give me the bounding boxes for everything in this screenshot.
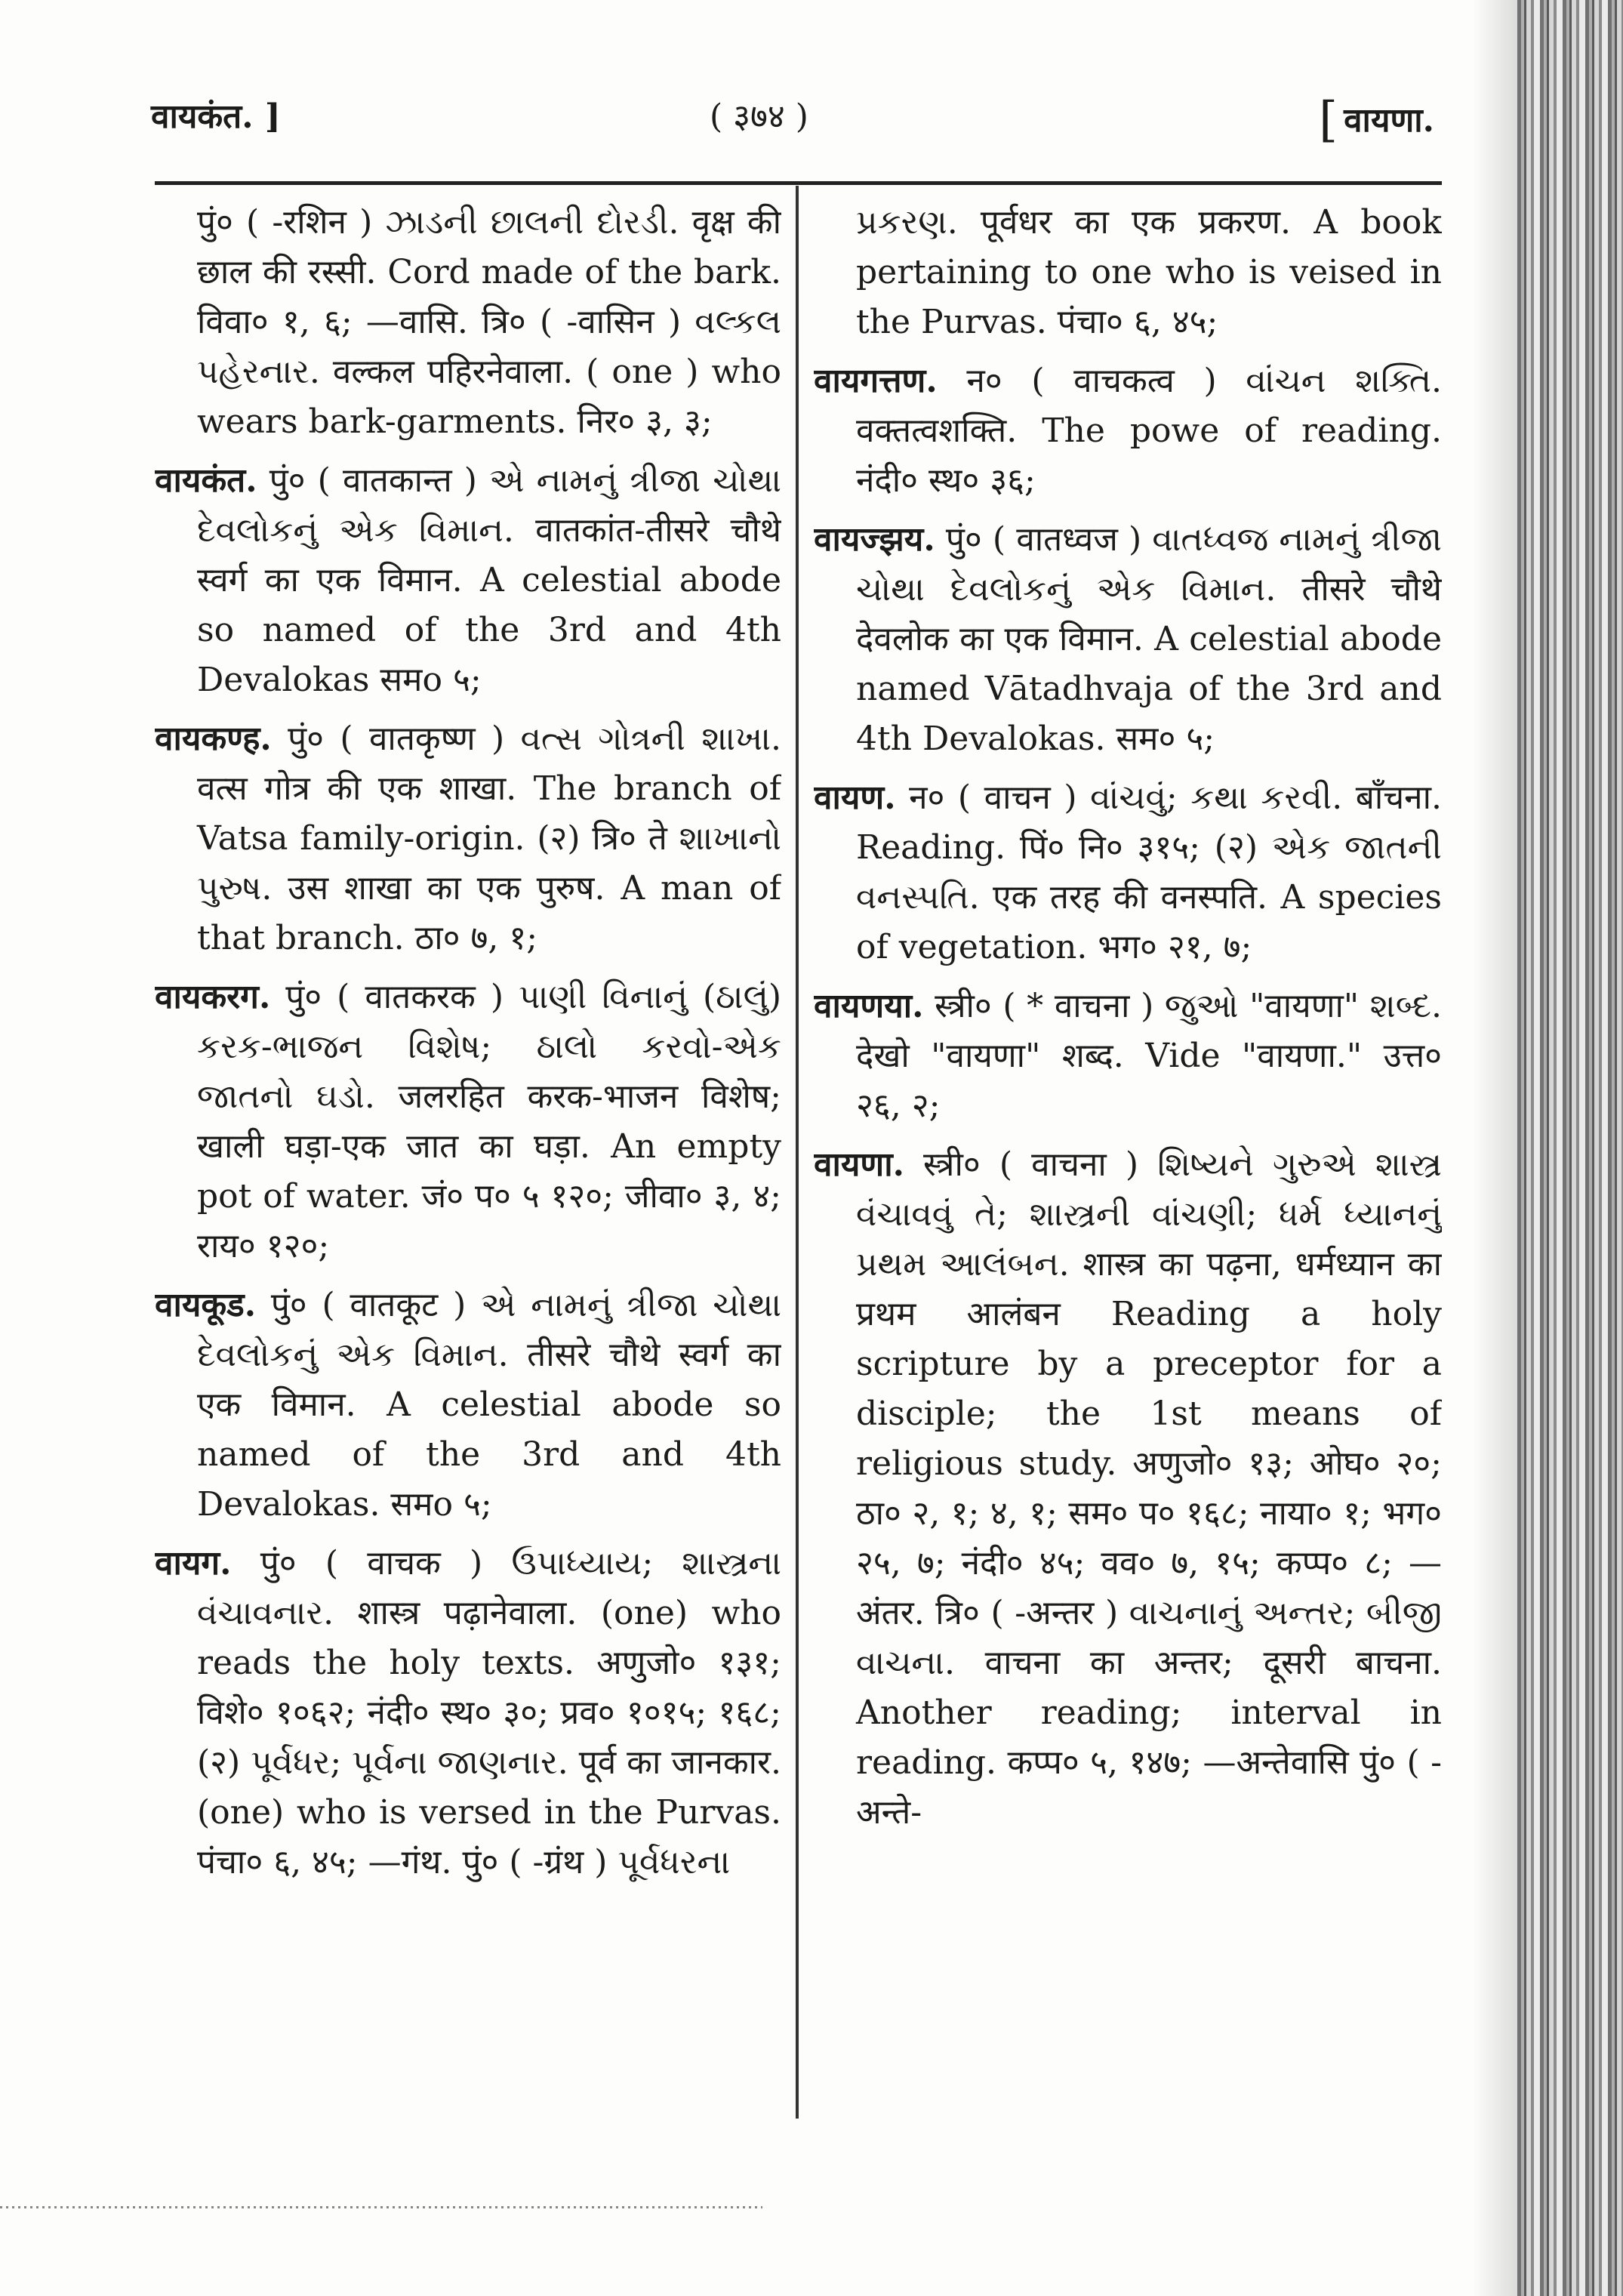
dictionary-entry — [155, 1539, 781, 1888]
dictionary-entry — [814, 1140, 1442, 1838]
header-right-guideword — [1319, 92, 1434, 148]
dictionary-entry — [155, 972, 781, 1271]
header-rule — [155, 181, 1442, 185]
dictionary-entry — [814, 773, 1442, 972]
entry-headword: वायणया. — [814, 987, 924, 1025]
entry-text: पुं० ( वाचक ) ઉપાધ્યાય; શાસ્ત્રના વંચાવનાર. शास्त्र पढ़ानेवाला. (one) who reads the holy texts. अणुजो० १३१; विशे० १०६२; नंदी० स्थ० ३०; प्रव० १०१५; १६८; (२) પૂર્વધર; પૂર્વના જાણનાર. पूर्व का जानकार. (one) who is versed in the Purvas. पंचा० ६, ४५; —गंथ. पुं० ( -ग्रंथ ) પૂર્વધરના — [197, 1544, 781, 1881]
entry-headword: वायगत्तण. — [814, 362, 938, 400]
dictionary-entry — [155, 198, 781, 447]
entry-text: पुं० ( वातकृष्ण ) વત્સ ગોત્રની શાખા. वत्स गोत्र की एक शाखा. The branch of Vatsa family-origin. (२) त्रि० ते શાખાનો પુરુષ. उस शाखा का एक पुरुष. A man of that branch. ठा० ७, १; — [197, 720, 781, 957]
dictionary-entry — [155, 456, 781, 705]
page-bottom-speckle — [0, 2206, 762, 2208]
entry-text: पुं० ( वातध्वज ) વાતધ્વજ નામનું ત્રીજા ચોથા દેવલોકનું એક વિમાન. तीसरे चौथे देवलोक का एक विमान. A celestial abode named Vātadhvaja of the 3rd and 4th Devalokas. सम० ५; — [856, 520, 1442, 758]
entry-text: पुं० ( वातकूट ) એ નામનું ત્રીજા ચોથા દેવલોકનું એક વિમાન. तीसरे चौथे स्वर्ग का एक विमान. A celestial abode so named of the 3rd and 4th Devalokas. समo ५; — [197, 1286, 781, 1524]
dictionary-entry — [814, 982, 1442, 1131]
column-divider — [796, 186, 799, 2119]
entry-text: પ્રકરણ. पूर्वधर का एक प्रकरण. A book pertaining to one who is veised in the Purvas. पंचा० ६, ४५; — [856, 203, 1442, 341]
header-left-guideword: वायकंत. ] — [151, 97, 281, 136]
left-column — [155, 198, 781, 2131]
entry-text: पुं० ( वातकान्त ) એ નામનું ત્રીજા ચોથા દેવલોકનું એક વિમાન. वातकांत-तीसरे चौथे स्वर्ग का एक विमान. A celestial abode so named of the 3rd and 4th Devalokas समo ५; — [197, 461, 781, 699]
dictionary-entry — [814, 356, 1442, 506]
dictionary-entry — [814, 198, 1442, 347]
entry-text: स्त्री० ( वाचना ) શિષ્યને ગુરુએ શાસ્ત્ર વંચાવવું તે; શાસ્ત્રની વાંચણી; ધર્મ ધ્યાનનું પ્રથમ આલંબન. शास्त्र का पढ़ना, धर्मध्यान का प्रथम आलंबन Reading a holy scripture by a preceptor for a disciple; the 1st means of religious study. अणुजो० १३; ओघ० २०; ठा० २, १; ४, १; सम० प० १६८; नाया० १; भग० २५, ७; नंदी० ४५; वव० ७, १५; कप्प० ८; —अंतर. त्रि० ( -अन्तर ) વાચનાનું અન્તર; બીજી વાચના. वाचना का अन्तर; दूसरी बाचना. Another reading; interval in reading. कप्प० ५, १४७; —अन्तेवासि पुं० ( -अन्ते- — [856, 1145, 1442, 1832]
entry-text: न० ( वाचकत्व ) વાંચન શક્તિ. वक्तत्वशक्ति. The powe of reading. नंदी० स्थ० ३६; — [856, 362, 1442, 500]
entry-text: स्त्री० ( * वाचना ) જુઓ "वायणा" શબ્દ. देखो "वायणा" शब्द. Vide "वायणा." उत्त० २६, २; — [856, 987, 1442, 1125]
entry-headword: वायग. — [155, 1544, 232, 1583]
entry-headword: वायकूड. — [155, 1286, 257, 1324]
entry-headword: वायकंत. — [155, 461, 257, 500]
entry-text: न० ( वाचन ) વાંચવું; કથા કરવી. बाँचना. Reading. पिं० नि० ३१५; (२) એક જાતની વનસ્પતિ. एक तरह की वनस्पति. A species of vegetation. भग० २१, ७; — [856, 778, 1442, 966]
page-number: ( ३७४ ) — [710, 97, 808, 136]
book-spine-shadow — [1517, 0, 1623, 2296]
entry-headword: वायण. — [814, 778, 896, 817]
entry-text: पुं० ( वातकरक ) પાણી વિનાનું (ઠાલું) કરક-ભાજન વિશેષ; ઠાલો કરવો-એક જાતનો ઘડો. जलरहित करक-भाजन विशेष; खाली घड़ा-एक जात का घड़ा. An empty pot of water. जं० प० ५ १२०; जीवा० ३, ४; राय० १२०; — [197, 978, 781, 1265]
entry-headword: वायणा. — [814, 1145, 904, 1184]
right-column — [814, 198, 1442, 2131]
page-header — [151, 85, 1434, 148]
page-edge-shade — [1472, 0, 1517, 2296]
entry-headword: वायज्झय. — [814, 520, 935, 559]
header-bracket: [ — [1319, 92, 1338, 148]
entry-headword: वायकण्ह. — [155, 720, 272, 758]
dictionary-entry — [155, 714, 781, 963]
header-right-word: वायणा. — [1344, 101, 1434, 140]
entry-headword: वायकरग. — [155, 978, 271, 1016]
dictionary-entry — [155, 1281, 781, 1530]
entry-text: पुं० ( -रशिन ) ઝાડની છાલની દોરડી. वृक्ष की छाल की रस्सी. Cord made of the bark. विवा० १, ६; —वासि. त्रि० ( -वासिन ) વલ્કલ પહેરનાર. वल्कल पहिरनेवाला. ( one ) who wears bark-garments. निर० ३, ३; — [197, 203, 781, 441]
dictionary-entry — [814, 515, 1442, 764]
